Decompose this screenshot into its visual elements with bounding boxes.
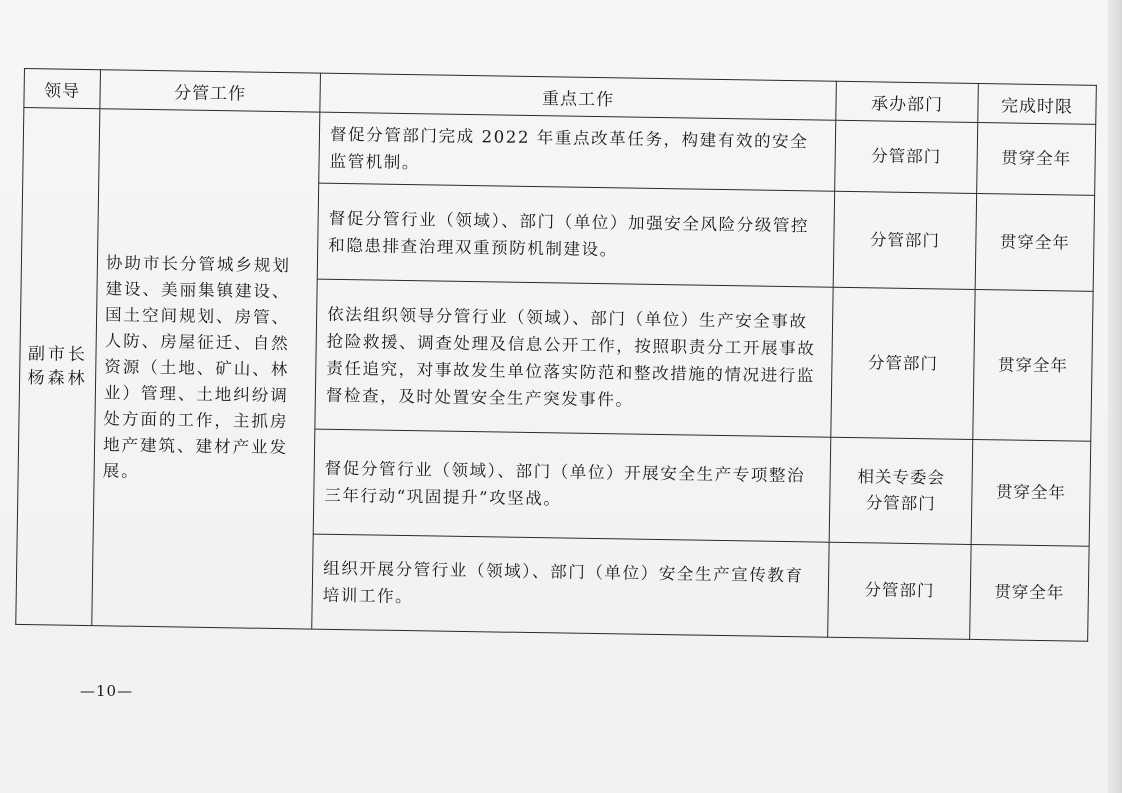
header-leader: 领导 [24,69,101,109]
page-edge-shadow [1108,0,1122,793]
task-cell: 依法组织领导分管行业（领域）、部门（单位）生产安全事故抢险救援、调查处理及信息公开工作，按照职责分工开展事故责任追究，对事故发生单位落实防范和整改措施的情况进行监督检查，及时处置安全生产突发事件。 [315,279,833,437]
department-line: 分管部门 [865,493,936,514]
header-duty: 分管工作 [100,70,321,112]
deadline-cell: 贯穿全年 [975,193,1094,291]
deadline-cell: 贯穿全年 [977,122,1096,195]
deadline-cell: 贯穿全年 [971,439,1091,546]
leader-name: 杨森林 [27,368,88,390]
department-line: 相关专委会 [857,467,946,488]
page-number: —10— [80,682,134,700]
deadline-cell: 贯穿全年 [970,544,1089,641]
department-line: 分管部门 [871,146,942,167]
header-deadline: 完成时限 [978,83,1097,124]
leader-cell [16,108,100,626]
department-cell [828,542,971,639]
department-line: 分管部门 [864,580,935,601]
task-cell: 组织开展分管行业（领域）、部门（单位）安全生产宣传教育培训工作。 [312,534,829,637]
task-cell: 督促分管行业（领域）、部门（单位）开展安全生产专项整治三年行动“巩固提升”攻坚战。 [313,429,831,542]
department-line: 分管部门 [867,352,939,373]
department-cell [835,120,978,193]
duty-cell: 协助市长分管城乡规划建设、美丽集镇建设、国土空间规划、房管、人防、房屋征迁、自然资源（土地、矿山、林业）管理、土地纠纷调处方面的工作，主抓房地产建筑、建材产业发展。 [92,109,320,629]
department-cell [829,437,973,544]
header-task: 重点工作 [320,73,837,120]
department-cell [833,191,976,289]
leader-title: 副市长 [27,344,89,366]
task-cell: 督促分管行业（领域）、部门（单位）加强安全风险分级管控和隐患排查治理双重预防机制建设。 [317,183,834,287]
header-department: 承办部门 [836,81,979,122]
responsibility-table [15,68,1097,642]
department-line: 分管部门 [869,229,941,250]
task-cell: 督促分管部门完成 2022 年重点改革任务，构建有效的安全监管机制。 [319,112,836,191]
deadline-cell: 贯穿全年 [973,289,1093,441]
department-cell [831,287,975,439]
